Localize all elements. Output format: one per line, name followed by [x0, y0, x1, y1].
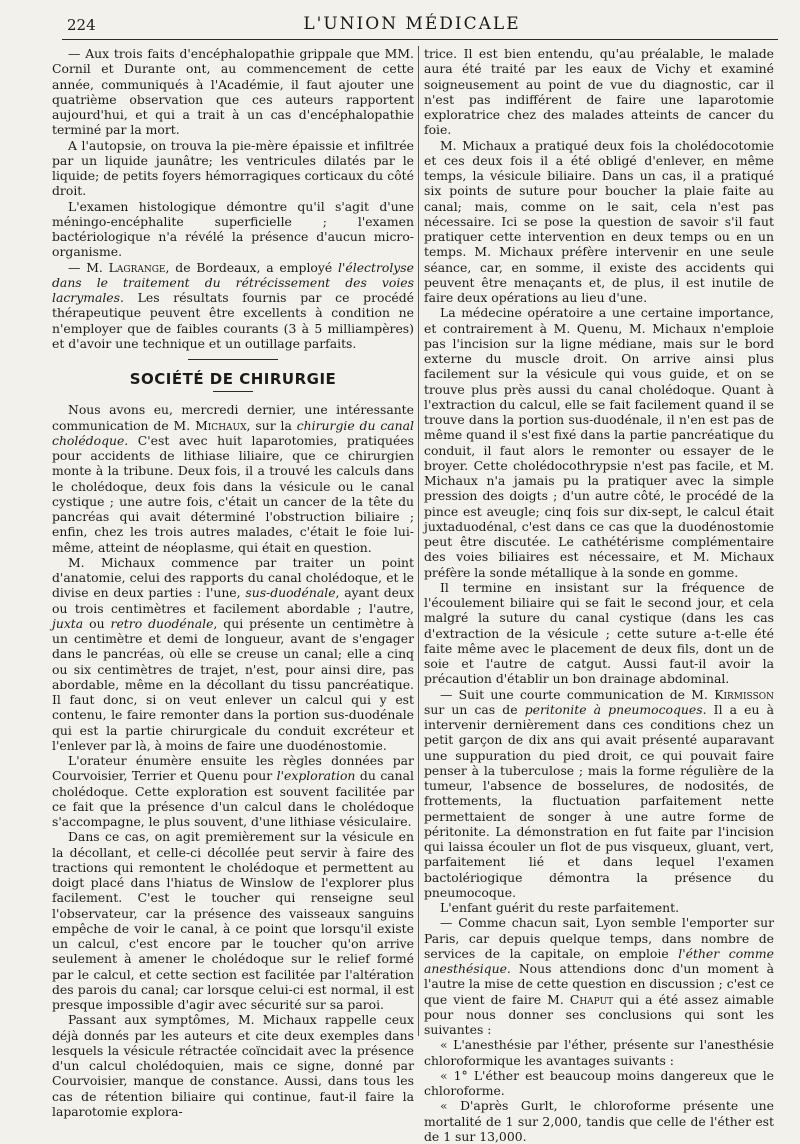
- author-name: Chaput: [569, 991, 614, 1007]
- paragraph: — Suit une courte communication de M. Kirmisson sur un cas de peritonite à pneumocoques. Il a eu à intervenir dernièrement dans ces conditions chez un petit garçon de dix ans qui avait présenté auparavant une suppuration du pied droit, ce qui pouvait faire penser à la tuberculose ; mais la forme régulière de la tumeur, l'absence de bosselures, de nodosités, de frottements, la fluctuation parfaitement nette permettaient de songer à une autre forme de péritonite. La démonstration en fut faite par l'incision qui laissa écouler un flot de pus visqueux, gluant, vert, parfaitement lié et dans lequel l'examen bactolériogique démontra la présence du pneumocoque.: [424, 686, 774, 900]
- paragraph: — Aux trois faits d'encéphalopathie grippale que MM. Cornil et Durante ont, au commencement de cette année, communiqués à l'Académie, il faut ajouter une quatrième observation que ces auteurs rapportent aujourd'hui, et qui a trait à un cas d'encéphalopathie terminé par la mort.: [52, 46, 414, 138]
- paragraph: M. Michaux commence par traiter un point d'anatomie, celui des rapports du canal cholédoque, et le divise en deux parties : l'une, sus-duodénale, ayant deux ou trois centimètres et facilement abordable ; l'autre, juxta ou retro duodénale, qui présente un centimètre à un centimètre et demi de longueur, avant de s'engager dans le pancréas, où elle se creuse un canal; elle a cinq ou six centimètres de trajet, n'est, pour ainsi dire, pas abordable, même en la décollant du tissu pancréatique. Il faut donc, si on veut enlever un calcul qui y est contenu, le faire remonter dans la portion sus-duodénale qui est la partie chirurgicale du conduit excréteur et l'enlever par là, à moins de faire une duodénostomie.: [52, 554, 414, 753]
- header-rule: [62, 39, 778, 40]
- author-name: Lagrange: [108, 259, 166, 275]
- paragraph: trice. Il est bien entendu, qu'au préalable, le malade aura été traité par les eaux de Vichy et examiné soigneusement au point de vue du diagnostic, car il n'est pas indifférent de faire une laparotomie exploratrice chez des malades atteints de cancer du foie.: [424, 46, 774, 138]
- running-title: L'UNION MÉDICALE: [303, 14, 521, 34]
- column-divider: [418, 46, 419, 1036]
- paragraph: A l'autopsie, on trouva la pie-mère épaissie et infiltrée par un liquide jaunâtre; les ventricules dilatés par le liquide; de petits foyers hémorragiques corticaux du côté droit.: [52, 137, 414, 199]
- author-name: Kirmisson: [714, 686, 774, 702]
- paragraph: — Comme chacun sait, Lyon semble l'emporter sur Paris, car depuis quelque temps, dans nombre de services de la capitale, on emploie l'éther comme anesthésique. Nous attendions donc d'un moment à l'autre la mise de cette question en discussion ; c'est ce que vient de faire M. Chaput qui a été assez aimable pour nous donner ses conclusions qui sont les suivantes :: [424, 915, 775, 1037]
- author-name: Michaux: [195, 417, 247, 433]
- paragraph: Nous avons eu, mercredi dernier, une intéressante communication de M. Michaux, sur la chirurgie du canal cholédoque. C'est avec huit laparotomies, pratiquées pour accidents de lithiase liliaire, que ce chirurgien monte à la tribune. Deux fois, il a trouvé les calculs dans le cholédoque, deux fois dans la vésicule ou le canal cystique ; une autre fois, c'était un cancer de la tête du pancréas qui avait déterminé l'obstruction biliaire ; enfin, chez les trois autres malades, c'était le foie lui-même, atteint de néoplasme, qui était en question.: [52, 402, 414, 555]
- paragraph: « 1° L'éther est beaucoup moins dangereux que le chloroforme.: [424, 1067, 774, 1098]
- paragraph: L'examen histologique démontre qu'il s'agit d'une méningo-encéphalite superficielle ; l'examen bactériologique n'a révélé la présence d'aucun micro-organisme.: [52, 198, 414, 260]
- paragraph: « L'anesthésie par l'éther, présente sur l'anesthésie chloroformique les avantages suivants :: [424, 1037, 774, 1068]
- right-column: [424, 46, 774, 1144]
- paragraph: Dans ce cas, on agit premièrement sur la vésicule en la décollant, et celle-ci décollée peut servir à faire des tractions qui remontent le cholédoque et permettent au doigt placé dans l'hiatus de Winslow de l'explorer plus facilement. C'est le toucher qui renseigne seul l'observateur, car la présence des vaisseaux sanguins empêche de voir le canal, à ce point que lorsqu'il existe un calcul, c'est encore par le toucher qu'on arrive seulement à amener le cholédoque sur le relief formé par le calcul, et cette section est facilitée par l'altération des parois du canal; car lorsque celui-ci est normal, il est presque impossible d'agir avec sécurité sur sa paroi.: [52, 829, 414, 1012]
- page-number: 224: [67, 16, 96, 34]
- paragraph: La médecine opératoire a une certaine importance, et contrairement à M. Quenu, M. Michaux n'emploie pas l'incision sur la ligne médiane, mais sur le bord externe du muscle droit. On arrive ainsi plus facilement sur la vésicule qui vous guide, et on se trouve plus près aussi du canal cholédoque. Quant à l'extraction du calcul, elle se fait facilement quand il se trouve dans la portion sus-duodénale, il n'en est pas de même quand il s'est fixé dans la partie pancréatique du conduit, il faut alors le remonter ou essayer de le broyer. Cette cholédocothrypsie n'est pas facile, et M. Michaux n'a jamais pu la pratiquer avec la simple pression des doigts ; d'un autre côté, le procédé de la pince est aveugle; cinq fois sur dix-sept, le calcul était juxtaduodénal, c'est dans ce cas que la duodénostomie peut être discutée. Le cathétérisme complémentaire des voies biliaires est nécessaire, et M. Michaux préfère la sonde métallique à la sonde en gomme.: [424, 305, 774, 580]
- paragraph: L'orateur énumère ensuite les règles données par Courvoisier, Terrier et Quenu pour l'exploration du canal cholédoque. Cette exploration est souvent facilitée par ce fait que la présence d'un calcul dans le cholédoque s'accompagne, le plus souvent, d'une lithiase vésiculaire.: [52, 753, 414, 829]
- section-separator: [188, 359, 278, 360]
- paragraph: Il termine en insistant sur la fréquence de l'écoulement biliaire qui se fait le second jour, et cela malgré la suture du canal cystique (dans les cas d'extraction de la vésicule ; cette suture a-t-elle été faite même avec le placement de deux fils, dont un de soie et l'autre de catgut. Aussi faut-il avoir la précaution d'établir un bon drainage abdominal.: [424, 579, 774, 687]
- section-underline: [213, 391, 253, 392]
- paragraph: M. Michaux a pratiqué deux fois la cholédocotomie et ces deux fois il a été obligé d'enlever, en même temps, la vésicule biliaire. Dans un cas, il a pratiqué six points de suture pour boucher la plaie faite au canal; mais, comme on le sait, cela n'est pas nécessaire. Ici se pose la question de savoir s'il faut pratiquer cette intervention en deux temps ou en un temps. M. Michaux préfère intervenir en une seule séance, car, en somme, il existe des accidents qui peuvent être menaçants et, de plus, il est inutile de faire deux opérations au lieu d'une.: [424, 137, 774, 305]
- paragraph: — M. Lagrange, de Bordeaux, a employé l'électrolyse dans le traitement du rétrécissement des voies lacrymales. Les résultats fournis par ce procédé thérapeutique peuvent être excellents à condition ne n'employer que de faibles courants (3 à 5 milliampères) et d'avoir une technique et un outillage parfaits.: [52, 259, 414, 351]
- paragraph: « D'après Gurlt, le chloroforme présente une mortalité de 1 sur 2,000, tandis que celle de l'éther est de 1 sur 13,000.: [424, 1098, 774, 1144]
- paragraph: L'enfant guérit du reste parfaitement.: [440, 900, 680, 915]
- left-column: [52, 46, 414, 1119]
- paragraph: Passant aux symptômes, M. Michaux rappelle ceux déjà donnés par les auteurs et cite deux exemples dans lesquels la vésicule rétractée coïncidait avec la présence d'un calcul cholédoquien, mais ce signe, donné par Courvoisier, manque de constance. Aussi, dans tous les cas de rétention biliaire qui continue, faut-il faire la laparotomie explora-: [52, 1012, 414, 1119]
- section-title: SOCIÉTÉ DE CHIRURGIE: [129, 370, 337, 388]
- page-header: [62, 14, 762, 36]
